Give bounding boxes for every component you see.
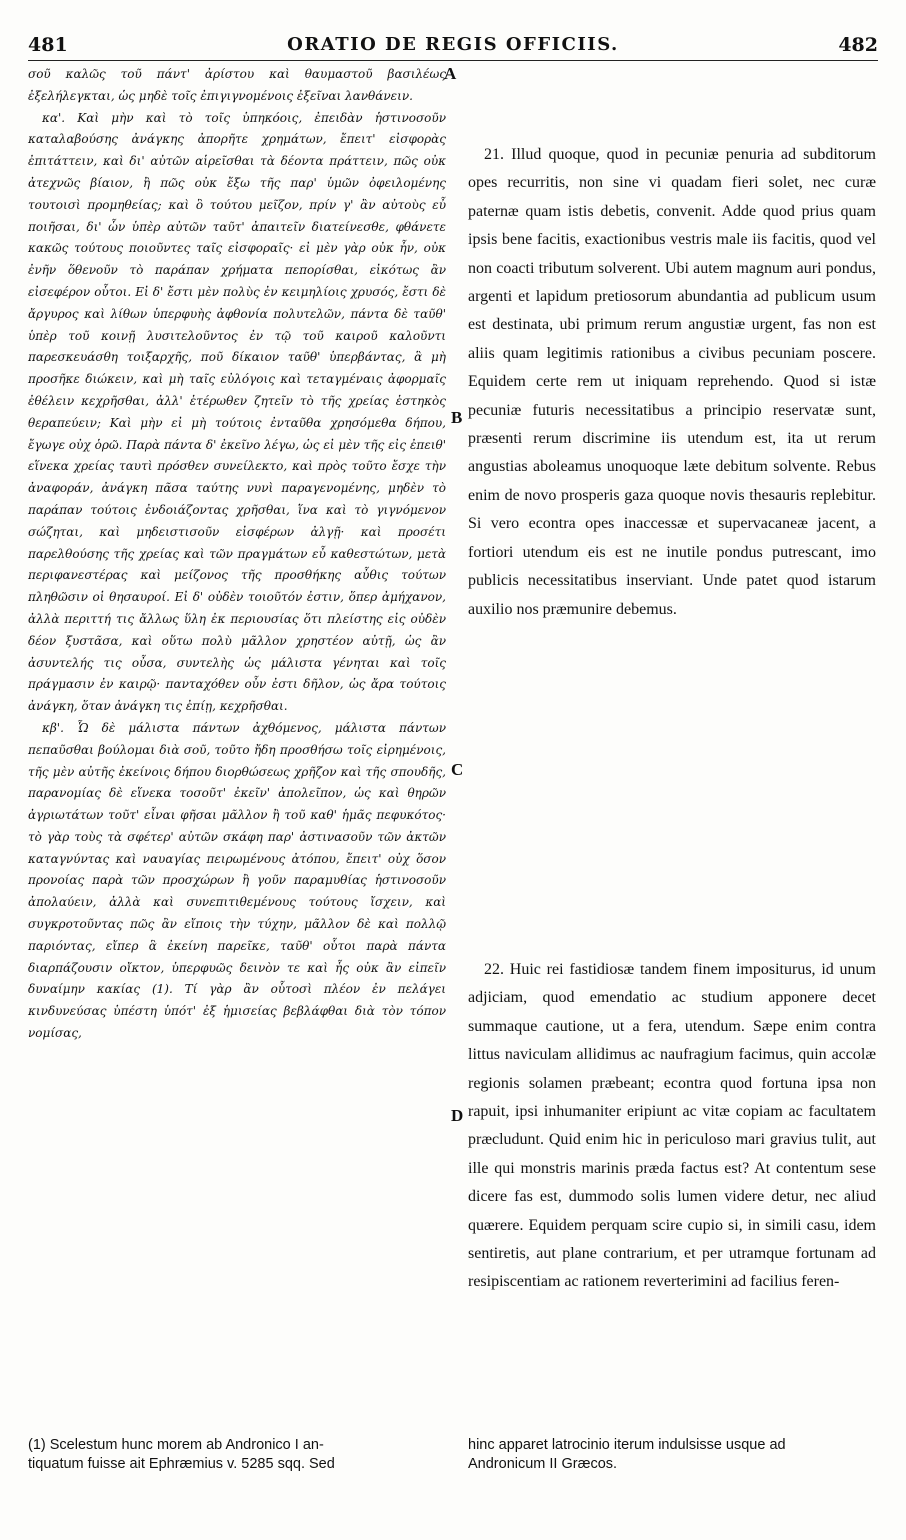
margin-letter-a: A [444,64,457,83]
margin-letter-b: B [451,408,463,427]
footnote-left [28,1436,446,1474]
page-number-right: 482 [838,34,878,56]
latin-column-section-21 [468,141,876,624]
margin-letter-c: C [451,760,464,779]
footnote-right [468,1436,878,1474]
greek-paragraph-22: κβ'. Ὧ δὲ μάλιστα πάντων ἀχθόμενος, μάλιστα πάντων πεπαῦσθαι βούλομαι διὰ σοῦ, τοῦτο ἤδη προσθήσω τοῖς εἰρημένοις, τῆς μὲν αὐτῆς ἐκείνοις δήπου διορθώσεως χρῆζον καὶ τῆς σπουδῆς, παρανομίας δὲ εἵνεκα τοσοῦτ' ἐκεῖν' ἀπολεῖπον, ὡς καὶ θηρῶν ἀγριωτάτων τοῦτ' εἶναι φῆσαι μᾶλλον ἢ τοῦ καθ' ἡμᾶς πεφυκότος· τὸ γὰρ τοὺς τὰ σφέτερ' αὐτῶν σκάφη παρ' ἀστινασοῦν τῶν ἀκτῶν καταγνύντας καὶ ναυαγίας πειρωμένους ἀτόπου, ἔπειτ' οὐχ ὅσον προνοίας παρὰ τῶν προσχώρων ἢ γοῦν παραμυθίας ἡστινοσοῦν ἀπολαύειν, ἀλλὰ καὶ συνεπιτιθεμένους τούτους ἴσχειν, καὶ συγκροτοῦντας πῶς ἂν εἴποις τὴν τύχην, μᾶλλον δὲ καὶ πολλῷ παριόντας, εἴπερ ἃ ἐκείνη παρεῖκε, ταῦθ' οὗτοι παρὰ πάντα διαρπάζουσιν οἴκτον, ὑπερφυῶς δεινὸν τε καὶ ἧς οὐκ ἂν εἰπεῖν δυναίμην κακίας (1). Τί γὰρ ἂν οὗτοσὶ πλέον ἐν πελάγει κινδυνεύσας ὑπέστη ὑπότ' ἐξ ἡμισείας βεβλάφθαι διὰ τὸν τόπον νομίσας, [28,720,446,1041]
footnote-line: tiquatum fuisse ait Ephræmius v. 5285 sqq. Sed [28,1456,335,1472]
running-header [28,34,878,62]
latin-paragraph-22: 22. Huic rei fastidiosæ tandem finem impositurus, id unum adjiciam, quod emendatio ac studium apponere decet summaque cautione, ut a fera, utendum. Sæpe enim contra littus naviculam allidimus ac naufragium facimus, quin accolæ regionis solamen præbeant; econtra quod fortuna ipsa non rapuit, ipsi inhumaniter eripiunt ac vitæ copiam ac facultatem præcludunt. Quid enim hic in periculoso mari gravius tulit, aut ille qui monstris marinis præda factus est? At contentum sese dicere fas est, dummodo solis lumen videre detur, nec aliud quærere. Equidem perquam scire cupio si, in simili casu, idem sentiretis, aut plane contrarium, et per utramque fortunam ad resipiscentiam ac rationem reverterimini ad facilius feren- [468,961,876,1291]
footnote-line: (1) Scelestum hunc morem ab Andronico I an- [28,1437,324,1453]
greek-column [28,64,446,1045]
running-title: ORATIO DE REGIS OFFICIIS. [287,34,619,55]
header-rule [28,60,878,61]
greek-paragraph-intro: σοῦ καλῶς τοῦ πάντ' ἀρίστου καὶ θαυμαστοῦ βασιλέως ἐξελήλεγκται, ὡς μηδὲ τοῖς ἐπιγιγνομένοις ἐξεῖναι λανθάνειν. [28,67,446,103]
margin-letter-d: D [451,1106,464,1125]
footnote-line: hinc apparet latrocinio iterum indulsisse usque ad [468,1437,786,1453]
footnote-line: Andronicum II Græcos. [468,1456,618,1472]
latin-paragraph-21: 21. Illud quoque, quod in pecuniæ penuria ad subditorum opes recurritis, non sine vi quadam fieri solet, nec curæ paternæ quam istis debetis, convenit. Adde quod prius quam ipsis bene facitis, exactionibus vestris male iis facitis, quod vel non coacti tributum solverent. Ubi autem magnum auri pondus, argenti et lapidum pretiosorum abundantia ad publicum usum est destinata, ubi primum rerum angustiæ urgent, fas non est aliis quam legitimis rationibus a civibus pecuniam poscere. Equidem certe rem ut iniquam reprehendo. Quod si istæ pecuniæ futuris necessitatibus a principio reservatæ sunt, præsenti rerum discrimine iis utendum est, ita ut rerum angustias aboleamus unoquoque læte debitum solvente. Rebus enim de novo prosperis gaza quoque novis thesauris replebitur. Si vero econtra opes inaccessæ et supervacaneæ jacent, a fortiori utendum eis est ne inutile pondus putrescant, imo publicis necessitatibus inserviant. Unde patet quod istarum auxilio nos præmunire debemus. [468,146,876,618]
greek-paragraph-21: κα'. Καὶ μὴν καὶ τὸ τοῖς ὑπηκόοις, ἐπειδὰν ἡστινοσοῦν καταλαβούσης ἀνάγκης ἀπορῆτε χρημάτων, ἔπειτ' εἰσφορὰς ἐπιτάττειν, καὶ δι' αὐτῶν αἱρεῖσθαι τὰ δέοντα πράττειν, πῶς οὐκ ἀτεχνῶς βίαιον, ἢ πῶς οὐκ ἔξω τῆς παρ' ὑμῶν ὀφειλομένης τουτοισὶ προμηθείας; καὶ ὃ τούτου μεῖζον, πρίν γ' ἂν αὐτοὺς εὖ ποιῆσαι, δι' ὧν ὑπὲρ αὐτῶν ταῦτ' ἀπαιτεῖν διατείνεσθε, φθάνετε κακῶς τούτους ποιοῦντες ταῖς εἰσφοραῖς· εἰ μὲν γὰρ οὐκ ἦν, οὐκ ἐνῆν ὅθενοῦν τὸ παράπαν χρήματα πεπορίσθαι, εἰκότως ἂν εἰσεφέρον οὗτοι. Εἰ δ' ἔστι μὲν πολὺς ἐν κειμηλίοις χρυσός, ἔστι δὲ ἄργυρος καὶ λίθων ὑπερφυὴς ἀφθονία πολυτελῶν, πάντα δὲ ταῦθ' ὑπὲρ τοῦ κοινῇ λυσιτελοῦντος ἐν τῷ τοῦ καιροῦ καλοῦντι παρεσκευάσθη τοιξαρχῆς, ποῦ δίκαιον ταῦθ' ὑπερβάντας, ἃ μὴ προσῆκε διώκειν, καὶ μὴ ταῖς εὐλόγοις καὶ τεταγμέναις ἀφορμαῖς ἐθέλειν κεχρῆσθαι, ἀλλ' ἑτέρωθεν ζητεῖν τὸ τῆς χρείας ἑστηκὸς θεραπεύειν; Καὶ μὴν εἰ μὴ τούτοις ἐνταῦθα χρησόμεθα δήπου, ἔγωγε οὐχ ὁρῶ. Παρὰ πάντα δ' ἐκεῖνο λέγω, ὡς εἰ μὲν τῆς εἰς ἐπειθ' εἵνεκα χρείας ταυτὶ πρόσθεν συνείλεκτο, καὶ πρὸς τοῦτο ἔσχε τὴν ἀναφοράν, ἀνάγκη πᾶσα ταύτης νυνὶ παραγενομένης, μηδὲν τὸ παράπαν τούτοις ἐνδοιάζοντας χρῆσθαι, ἵνα καὶ τὸ γιγνόμενον σώζηται, καὶ μηδειστισοῦν εἰσφέρων ἀλγῇ· καὶ προσέτι παρελθούσης τῆς χρείας καὶ τῶν πραγμάτων εὖ καθεστώτων, μετὰ περιφανεστέρας καὶ μείζονος τῆς προσθήκης αὖθις τούτων πληθῶσιν οἱ θησαυροί. Εἰ δ' οὐδὲν τοιοῦτόν ἐστιν, ὅπερ ἀμήχανον, ἀλλὰ περιττή τις ἄλλως ὕλη ἐκ περιουσίας ὅτι πλείστης εἰς οὐδὲν δέον ξυστᾶσα, καὶ οὕτω πολὺ μᾶλλον χρηστέον αὐτῇ, ὡς ἂν ἀσυντελής τις οὖσα, συντελὴς ὡς μάλιστα γένηται καὶ τοῖς πράγμασιν ἐν καιρῷ· πανταχόθεν οὖν ἐστι δῆλον, ὡς ἄρα τούτοις ἀνάγκη, ὅταν ἀνάγκη τις ἐπίῃ, κεχρῆσθαι. [28,110,446,714]
latin-column-section-22 [468,956,876,1297]
page-number-left: 481 [28,34,68,56]
